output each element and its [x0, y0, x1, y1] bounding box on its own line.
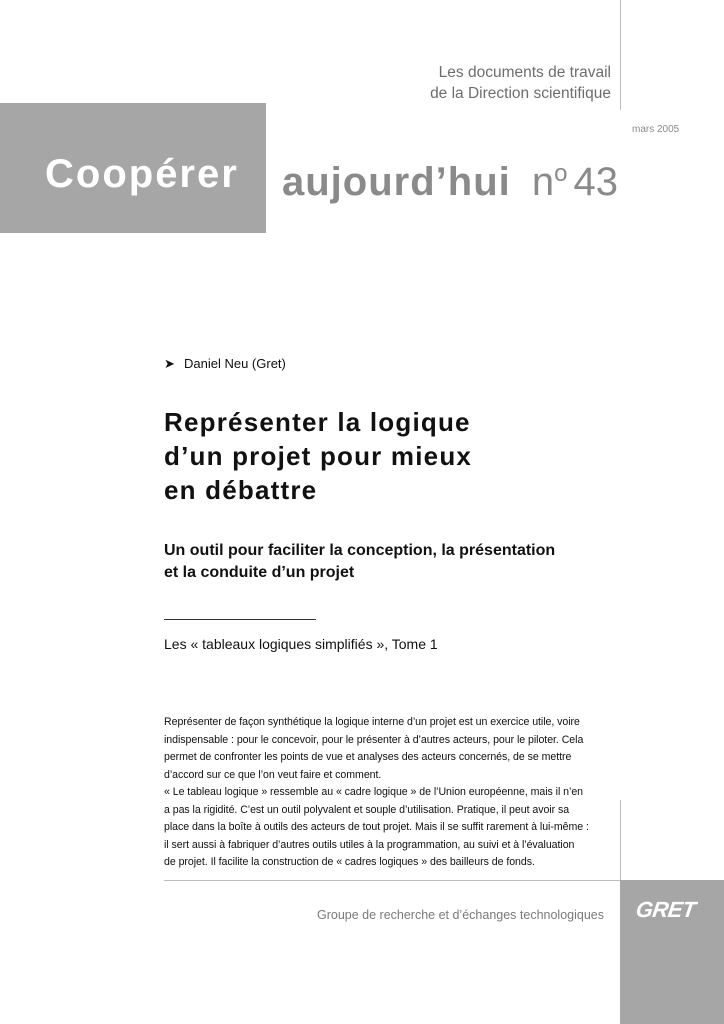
organization-name: Groupe de recherche et d’échanges technologiques [316, 908, 604, 922]
abstract-p1-line: Représenter de façon synthétique la logique interne d’un projet est un exercice utile, voire [164, 716, 580, 728]
abstract [164, 714, 612, 872]
issue-number-prefix: n [531, 160, 555, 204]
abstract-paragraph-1 [164, 714, 612, 784]
abstract-p2-line: il sert aussi à fabriquer d’autres outils utiles à la programmation, au suivi et à l’évaluation [164, 838, 575, 851]
abstract-paragraph-2 [164, 784, 612, 872]
tome-label: Les « tableaux logiques simplifiés », Tome 1 [164, 636, 438, 652]
divider-rule [164, 619, 316, 620]
abstract-p1-line: permet de confronter les points de vue et analyses des acteurs concernés, de se mettre [164, 751, 572, 763]
masthead-title-left: Coopérer [45, 152, 239, 196]
author-name: Daniel Neu (Gret) [184, 356, 286, 371]
top-vertical-rule [620, 0, 621, 110]
abstract-p2-line: place dans la boîte à outils des acteurs de tout projet. Mais il se suffit rarement à lui-même : [164, 821, 589, 833]
gret-logo: GRET [634, 897, 697, 922]
subtitle-line-1: Un outil pour faciliter la conception, la présentation [164, 542, 556, 559]
document-title [164, 405, 472, 507]
abstract-p2-line: de projet. Il facilite la construction de « cadres logiques » des bailleurs de fonds. [164, 856, 535, 868]
arrow-icon: ➤ [164, 356, 175, 371]
abstract-p1-line: indispensable : pour le concevoir, pour le présenter à d’autres acteurs, pour le piloter. Cela [164, 733, 584, 746]
abstract-p2-line: a pas la rigidité. C’est un outil polyvalent et souple d’utilisation. Pratique, il peut avoir sa [164, 803, 570, 816]
abstract-p1-line: d’accord sur ce que l’on veut faire et comment. [164, 768, 382, 781]
series-label [430, 62, 611, 104]
title-line-2: d’un projet pour mieux [164, 441, 473, 471]
series-line-1: Les documents de travail [438, 64, 611, 81]
title-line-1: Représenter la logique [164, 407, 471, 437]
abstract-p2-line: « Le tableau logique » ressemble au « cadre logique » de l’Union européenne, mais il n’en [164, 786, 584, 798]
masthead-title-right [282, 150, 618, 206]
bottom-vertical-rule [620, 800, 621, 880]
series-line-2: de la Direction scientifique [430, 85, 611, 102]
masthead-title-aujourdhui: aujourd’hui [282, 160, 511, 204]
issue-number: 43 [573, 160, 618, 204]
title-line-3: en débattre [164, 475, 318, 505]
author-line [164, 356, 286, 372]
publication-date: mars 2005 [632, 124, 680, 135]
footer-rule [164, 880, 620, 881]
document-subtitle [164, 540, 555, 584]
issue-number-sup: o [554, 160, 568, 187]
subtitle-line-2: et la conduite d’un projet [164, 564, 355, 581]
